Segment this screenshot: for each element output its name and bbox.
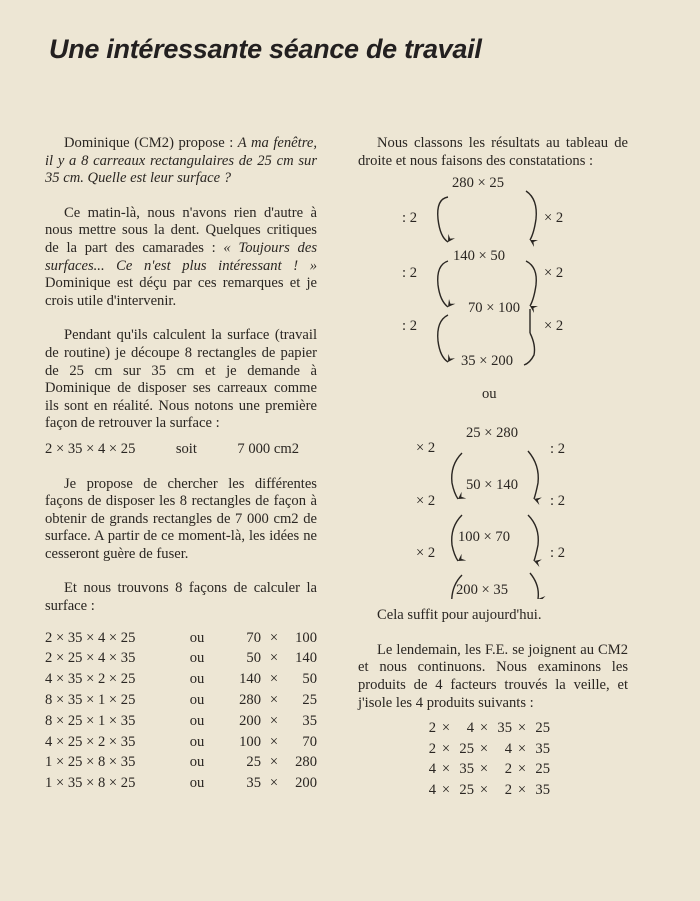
paragraph-rectangles: Pendant qu'ils calculent la surface (travail de routine) je découpe 8 rectangles de papier de 25 cm sur 35 cm et je demande à Dominique de disposer ses carreaux comme ils sont en réalité. Nous notons une première façon de retrouver la surface : — [45, 327, 317, 432]
product-row — [418, 780, 550, 801]
row-factor-b: 200 — [295, 775, 317, 792]
arrow-d1-r3 — [524, 333, 535, 365]
paragraph-eight-ways: Et nous trouvons 8 façons de calculer la surface : — [45, 580, 317, 615]
right-column — [358, 135, 628, 800]
left-column — [45, 135, 317, 794]
times-sign: × — [441, 740, 451, 757]
table-row — [45, 628, 317, 649]
diag2-left-op-2: × 2 — [416, 493, 436, 510]
table-row — [45, 773, 317, 794]
formula-result: 7 000 cm2 — [237, 440, 299, 457]
row-times: × — [269, 671, 279, 688]
times-sign: × — [517, 740, 527, 757]
row-ou: ou — [189, 775, 205, 792]
arrow-d2-l1 — [452, 453, 462, 499]
row-factor-b: 100 — [295, 629, 317, 646]
diag2-row-3: 100 × 70 — [458, 529, 511, 546]
page-title: Une intéressante séance de travail — [49, 34, 482, 64]
product-factor: 2 — [428, 740, 436, 757]
product-factor: 35 — [535, 740, 550, 757]
formula-soit: soit — [175, 440, 197, 457]
diagram-ou: ou — [482, 386, 497, 403]
critique-quote: « Toujours des surfaces... Ce n'est plus intéressant ! » — [45, 239, 317, 274]
row-expression: 1 × 35 × 8 × 25 — [45, 775, 136, 792]
paragraph-classify: Nous classons les résultats au tableau de droite et nous faisons des constatations : — [358, 135, 628, 169]
first-formula — [45, 441, 317, 459]
row-factor-a: 100 — [239, 733, 261, 750]
product-factor: 25 — [535, 761, 550, 778]
row-factor-a: 200 — [239, 712, 261, 729]
product-factor: 2 — [504, 761, 512, 778]
row-factor-a: 50 — [246, 650, 261, 667]
times-sign: × — [441, 720, 451, 737]
diag1-row-2: 140 × 50 — [453, 248, 506, 265]
row-ou: ou — [189, 650, 205, 667]
table-row — [45, 648, 317, 669]
row-expression: 4 × 25 × 2 × 35 — [45, 733, 136, 750]
diag1-right-op-2: × 2 — [544, 265, 564, 282]
row-factor-a: 280 — [239, 692, 261, 709]
times-sign: × — [441, 761, 451, 778]
diag1-right-op-1: × 2 — [544, 210, 564, 227]
paragraph-next-day: Le lendemain, les F.E. se joignent au CM2 et nous continuons. Nous examinons les produits de 4 facteurs trouvés la veille, et j'isole les 4 produits suivants : — [358, 641, 628, 711]
arrow-d2-r1 — [528, 451, 538, 499]
row-ou: ou — [189, 733, 205, 750]
product-factor: 2 — [428, 720, 436, 737]
table-row — [45, 752, 317, 773]
row-factor-a: 70 — [246, 629, 261, 646]
row-factor-b: 280 — [295, 754, 317, 771]
row-expression: 8 × 35 × 1 × 25 — [45, 692, 136, 709]
product-factor: 25 — [459, 740, 474, 757]
row-ou: ou — [189, 671, 205, 688]
times-sign: × — [479, 761, 489, 778]
row-expression: 2 × 35 × 4 × 25 — [45, 629, 136, 646]
row-times: × — [269, 692, 279, 709]
row-expression: 8 × 25 × 1 × 35 — [45, 712, 136, 729]
product-factor: 4 — [428, 781, 436, 798]
diag1-right-op-3: × 2 — [544, 318, 564, 335]
diag2-right-op-3: : 2 — [550, 545, 565, 562]
row-times: × — [269, 733, 279, 750]
diag2-right-op-1: : 2 — [550, 441, 565, 458]
row-expression: 2 × 25 × 4 × 35 — [45, 650, 136, 667]
product-factor: 4 — [428, 761, 436, 778]
diag1-row-1: 280 × 25 — [452, 175, 505, 192]
arrow-d2-r2 — [528, 515, 538, 561]
row-times: × — [269, 754, 279, 771]
paragraph-enough: Cela suffit pour aujourd'hui. — [377, 607, 542, 624]
row-factor-b: 70 — [302, 733, 317, 750]
row-factor-a: 25 — [246, 754, 261, 771]
row-factor-a: 140 — [239, 671, 261, 688]
halving-doubling-diagram — [358, 175, 628, 599]
product-row — [418, 759, 550, 780]
row-factor-a: 35 — [246, 775, 261, 792]
proposal-quote: A ma fenêtre, il y a 8 carreaux rectangulaires de 25 cm sur 35 cm. Quelle est leur surface ? — [45, 135, 317, 187]
diag2-row-1: 25 × 280 — [466, 425, 519, 442]
row-ou: ou — [189, 754, 205, 771]
row-times: × — [269, 712, 279, 729]
product-factor: 35 — [459, 761, 474, 778]
row-times: × — [269, 650, 279, 667]
diag1-row-4: 35 × 200 — [461, 353, 514, 370]
row-factor-b: 35 — [302, 712, 317, 729]
diag2-row-2: 50 × 140 — [466, 477, 519, 494]
row-times: × — [269, 629, 279, 646]
row-ou: ou — [189, 692, 205, 709]
product-row — [418, 739, 550, 760]
products-table — [418, 718, 550, 800]
times-sign: × — [441, 781, 451, 798]
times-sign: × — [517, 781, 527, 798]
diag1-left-op-2: : 2 — [402, 265, 417, 282]
arrow-d1-l2 — [438, 261, 448, 307]
row-factor-b: 140 — [295, 650, 317, 667]
formula-expression: 2 × 35 × 4 × 25 — [45, 440, 136, 457]
row-expression: 4 × 35 × 2 × 25 — [45, 671, 136, 688]
row-factor-b: 50 — [302, 671, 317, 688]
arrow-d1-r1 — [526, 191, 536, 240]
diag2-right-op-2: : 2 — [550, 493, 565, 510]
paragraph-proposal: Dominique (CM2) propose : A ma fenêtre, il y a 8 carreaux rectangulaires de 25 cm sur 35 cm. Quelle est leur surface ? — [45, 135, 317, 187]
product-factor: 4 — [504, 740, 512, 757]
product-factor: 25 — [535, 720, 550, 737]
row-ou: ou — [189, 629, 205, 646]
diag2-left-op-3: × 2 — [416, 545, 436, 562]
times-sign: × — [479, 720, 489, 737]
paragraph-critiques: Ce matin-là, nous n'avons rien d'autre à nous mettre sous la dent. Quelques critiques de la part des camarades : « Toujours des surfaces... Ce n'est plus intéressant ! » Dominique est déçu par ces remarques et je crois utile d'intervenir. — [45, 204, 317, 309]
diag2-left-op-1: × 2 — [416, 440, 436, 457]
arrow-d1-r2 — [526, 261, 536, 306]
table-row — [45, 711, 317, 732]
diag1-left-op-3: : 2 — [402, 318, 417, 335]
diag1-left-op-1: : 2 — [402, 210, 417, 227]
table-row — [45, 669, 317, 690]
diag2-row-4: 200 × 35 — [456, 582, 509, 599]
arrow-d2-r3 — [530, 573, 538, 599]
times-sign: × — [517, 720, 527, 737]
product-factor: 25 — [459, 781, 474, 798]
product-factor: 4 — [466, 720, 474, 737]
arrow-d1-l1 — [438, 197, 448, 242]
table-row — [45, 690, 317, 711]
times-sign: × — [479, 740, 489, 757]
product-factor: 2 — [504, 781, 512, 798]
row-ou: ou — [189, 712, 205, 729]
row-times: × — [269, 775, 279, 792]
calculation-table — [45, 628, 317, 794]
product-factor: 35 — [535, 781, 550, 798]
product-factor: 35 — [497, 720, 512, 737]
table-row — [45, 732, 317, 753]
times-sign: × — [479, 781, 489, 798]
paragraph-search: Je propose de chercher les différentes façons de disposer les 8 rectangles de façon à obtenir de grands rectangles de 7 000 cm2 de surface. A partir de ce moment-là, les idées ne cesseront guère de fuser. — [45, 475, 317, 562]
arrow-d1-l3 — [438, 315, 448, 362]
row-expression: 1 × 25 × 8 × 35 — [45, 754, 136, 771]
product-row — [418, 718, 550, 739]
diag1-row-3: 70 × 100 — [468, 300, 521, 317]
times-sign: × — [517, 761, 527, 778]
row-factor-b: 25 — [302, 692, 317, 709]
